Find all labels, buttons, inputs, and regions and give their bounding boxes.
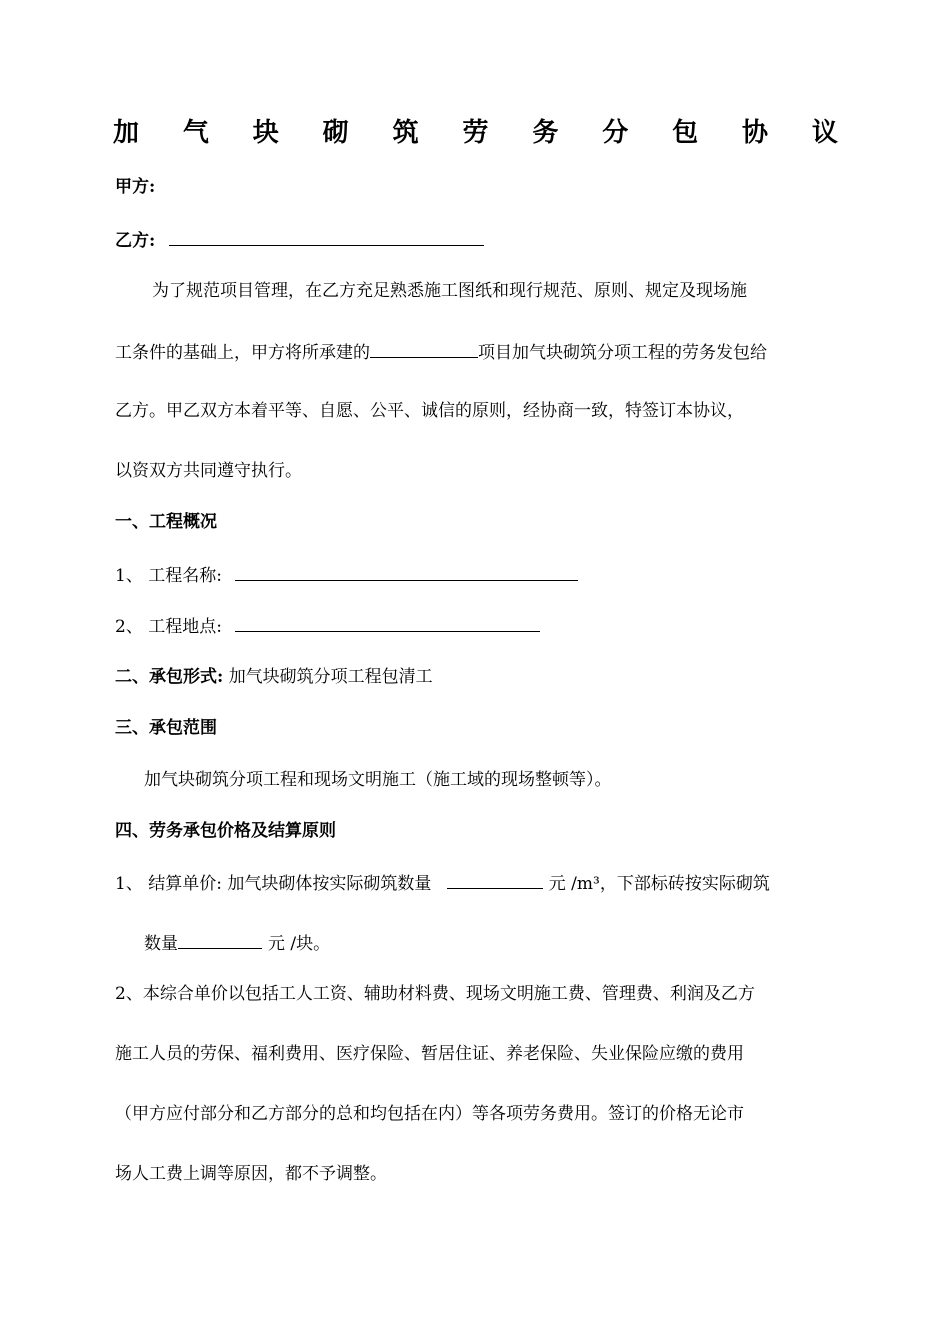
unit-price-unit: 元 /块。 [268,934,331,954]
intro-line-3: 乙方。甲乙双方本着平等、自愿、公平、诚信的原则，经协商一致，特签订本协议， [115,401,744,421]
section-4-heading: 四、劳务承包价格及结算原则 [115,821,336,841]
unit-price-line-2 [144,930,330,956]
clause-2-line-1: 2、本综合单价以包括工人工资、辅助材料费、现场文明施工费、管理费、利润及乙方 [115,984,755,1004]
block-price-blank [447,870,543,889]
document-title [113,112,838,149]
party-b-label: 乙方: [115,231,156,251]
title-char: 砌 [322,118,349,148]
unit-price-line-1 [115,870,770,896]
clause-2-line-3: （甲方应付部分和乙方部分的总和均包括在内）等各项劳务费用。签订的价格无论市 [115,1104,744,1124]
brick-price-blank [178,930,262,949]
project-name-field-blank [235,562,578,581]
title-char: 议 [811,118,838,148]
project-location-row [115,613,540,639]
title-char: 筑 [392,118,419,148]
title-char: 务 [532,118,559,148]
clause-2-line-2: 施工人员的劳保、福利费用、医疗保险、暂居住证、养老保险、失业保险应缴的费用 [115,1044,744,1064]
title-char: 协 [742,118,769,148]
section-2-row [115,665,433,689]
unit-price-qty-label: 数量 [144,934,178,954]
project-location-blank [235,613,540,632]
intro-line-4: 以资双方共同遵守执行。 [115,461,302,481]
party-b-blank [169,227,484,246]
title-char: 加 [113,118,140,148]
title-char: 劳 [462,118,489,148]
party-b-row [115,227,484,253]
unit-price-label: 1、 结算单价: 加气块砌体按实际砌筑数量 [115,874,432,894]
intro-line-2 [115,339,767,365]
intro-line-1: 为了规范项目管理，在乙方充足熟悉施工图纸和现行规范、原则、规定及现场施 [152,281,747,301]
title-char: 分 [602,118,629,148]
intro-line-2-before: 工条件的基础上，甲方将所承建的 [115,343,370,363]
section-2-text: 加气块砌筑分项工程包清工 [228,667,433,687]
party-a-label: 甲方: [115,177,156,197]
section-2-heading: 二、承包形式: [115,667,224,687]
clause-2-line-4: 场人工费上调等原因，都不予调整。 [115,1164,387,1184]
section-3-text: 加气块砌筑分项工程和现场文明施工（施工域的现场整顿等）。 [144,770,612,790]
title-char: 块 [252,118,279,148]
project-name-blank [370,339,478,358]
section-3-heading: 三、承包范围 [115,718,217,738]
section-1-heading: 一、工程概况 [115,512,217,532]
title-char: 包 [672,118,699,148]
title-char: 气 [182,118,209,148]
unit-price-middle: 元 /m³，下部标砖按实际砌筑 [548,874,770,894]
project-name-row [115,562,578,588]
project-name-label: 1、 工程名称: [115,566,222,586]
intro-line-2-after: 项目加气块砌筑分项工程的劳务发包给 [478,343,767,363]
project-location-label: 2、 工程地点: [115,617,222,637]
